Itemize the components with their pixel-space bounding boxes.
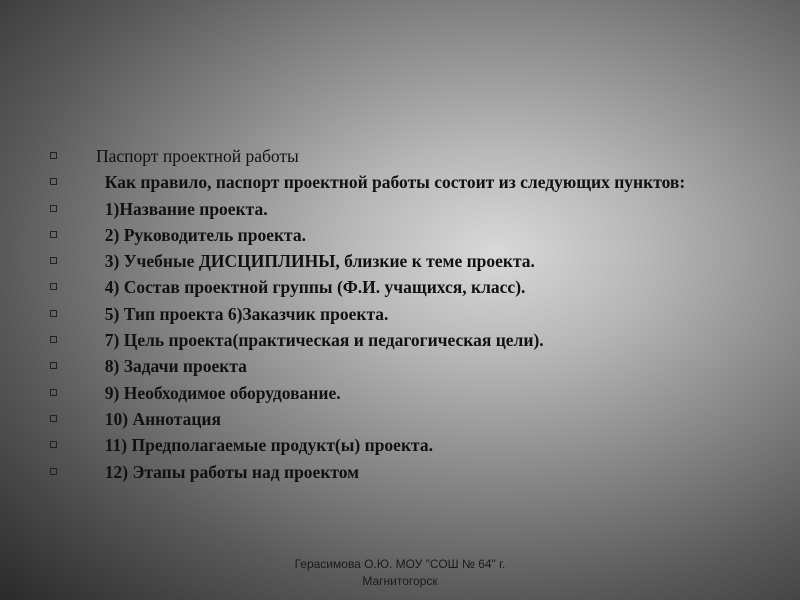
footer-line-city: Магнитогорск: [362, 574, 438, 588]
bullet-item-intro: [48, 172, 748, 192]
square-bullet-icon: [50, 389, 57, 396]
square-bullet-icon: [50, 152, 57, 159]
bullet-item-4: [48, 277, 748, 297]
bullet-item-text: 4) Состав проектной группы (Ф.И. учащихся, класс).: [96, 277, 526, 298]
bullet-item-text: 10) Аннотация: [96, 408, 221, 429]
bullet-list: [48, 146, 748, 488]
square-bullet-icon: [50, 441, 57, 448]
bullet-item-text: 8) Задачи проекта: [96, 356, 247, 377]
square-bullet-icon: [50, 468, 57, 475]
bullet-item-text: 11) Предполагаемые продукт(ы) проекта.: [96, 435, 433, 456]
bullet-item-text: 1)Название проекта.: [96, 198, 268, 219]
bullet-item-5: [48, 304, 748, 324]
square-bullet-icon: [50, 415, 57, 422]
bullet-item-text: 9) Необходимое оборудование.: [96, 382, 341, 403]
square-bullet-icon: [50, 231, 57, 238]
bullet-item-12: [48, 462, 748, 482]
footer-line-author: Герасимова О.Ю. МОУ "СОШ № 64" г.: [294, 557, 506, 571]
square-bullet-icon: [50, 310, 57, 317]
bullet-item-10: [48, 409, 748, 429]
square-bullet-icon: [50, 257, 57, 264]
square-bullet-icon: [50, 205, 57, 212]
slide-footer: [250, 556, 550, 590]
square-bullet-icon: [50, 283, 57, 290]
bullet-item-text: Паспорт проектной работы: [96, 146, 299, 166]
bullet-item-1: [48, 199, 748, 219]
bullet-item-text: 2) Руководитель проекта.: [96, 224, 306, 245]
bullet-item-text: 5) Тип проекта 6)Заказчик проекта.: [96, 303, 389, 324]
bullet-item-11: [48, 435, 748, 455]
bullet-item-text: 3) Учебные ДИСЦИПЛИНЫ, близкие к теме проекта.: [96, 251, 535, 272]
bullet-item-8: [48, 356, 748, 376]
bullet-item-title: [48, 146, 748, 166]
bullet-item-7: [48, 330, 748, 350]
square-bullet-icon: [50, 362, 57, 369]
bullet-item-text: 12) Этапы работы над проектом: [96, 461, 360, 482]
square-bullet-icon: [50, 178, 57, 185]
bullet-item-9: [48, 383, 748, 403]
square-bullet-icon: [50, 336, 57, 343]
bullet-item-text: Как правило, паспорт проектной работы состоит из следующих пунктов:: [96, 172, 686, 193]
bullet-item-3: [48, 251, 748, 271]
bullet-item-text: 7) Цель проекта(практическая и педагогическая цели).: [96, 330, 544, 351]
bullet-item-2: [48, 225, 748, 245]
